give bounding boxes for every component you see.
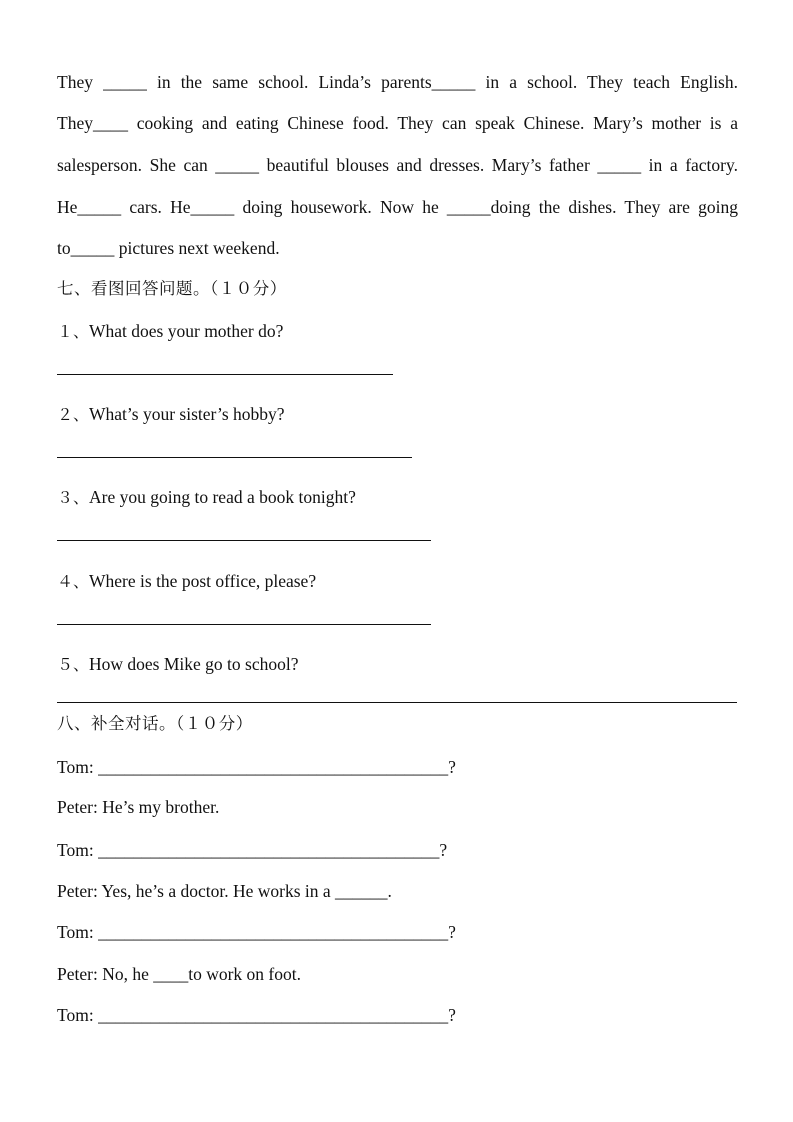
dialogue-line-3: Tom: _______________________________________? [57,840,448,860]
answer-line-4[interactable] [57,624,431,625]
question-5 [57,652,738,677]
question-5-text: How does Mike go to school? [89,654,299,674]
question-3-number: ３、 [57,488,90,507]
question-4-text: Where is the post office, please? [89,571,317,591]
question-1-number: １、 [57,322,90,341]
answer-line-3[interactable] [57,540,431,541]
passage-line-5: to_____ pictures next weekend. [57,238,280,258]
passage-line-4: He_____ cars. He_____ doing housework. Now he _____doing the dishes. They are going [57,197,738,217]
question-4 [57,569,738,594]
dialogue-line-2: Peter: He’s my brother. [57,797,220,817]
question-1-text: What does your mother do? [89,321,284,341]
answer-line-5[interactable] [57,702,737,703]
question-3 [57,485,738,510]
dialogue-line-6: Peter: No, he ____to work on foot. [57,964,301,984]
question-2-text: What’s your sister’s hobby? [89,404,285,424]
passage-line-2: They____ cooking and eating Chinese food. They can speak Chinese. Mary’s mother is a [57,113,738,133]
answer-line-2[interactable] [57,457,412,458]
question-1 [57,319,738,344]
section-8-heading: 八、补全对话。（１０分） [57,714,253,733]
question-2-number: ２、 [57,405,90,424]
answer-line-1[interactable] [57,374,393,375]
dialogue-line-7: Tom: ________________________________________? [57,1005,456,1025]
passage-line-3: salesperson. She can _____ beautiful blouses and dresses. Mary’s father _____ in a factory. [57,155,738,175]
dialogue-line-5: Tom: ________________________________________? [57,922,456,942]
dialogue-line-1: Tom: ________________________________________? [57,757,456,777]
question-2 [57,402,738,427]
section-7-heading: 七、看图回答问题。（１０分） [57,279,287,298]
question-5-number: ５、 [57,655,90,674]
question-3-text: Are you going to read a book tonight? [89,487,356,507]
question-4-number: ４、 [57,572,90,591]
dialogue-line-4: Peter: Yes, he’s a doctor. He works in a ______. [57,881,392,901]
passage-line-1: They _____ in the same school. Linda’s parents_____ in a school. They teach English. [57,72,738,92]
